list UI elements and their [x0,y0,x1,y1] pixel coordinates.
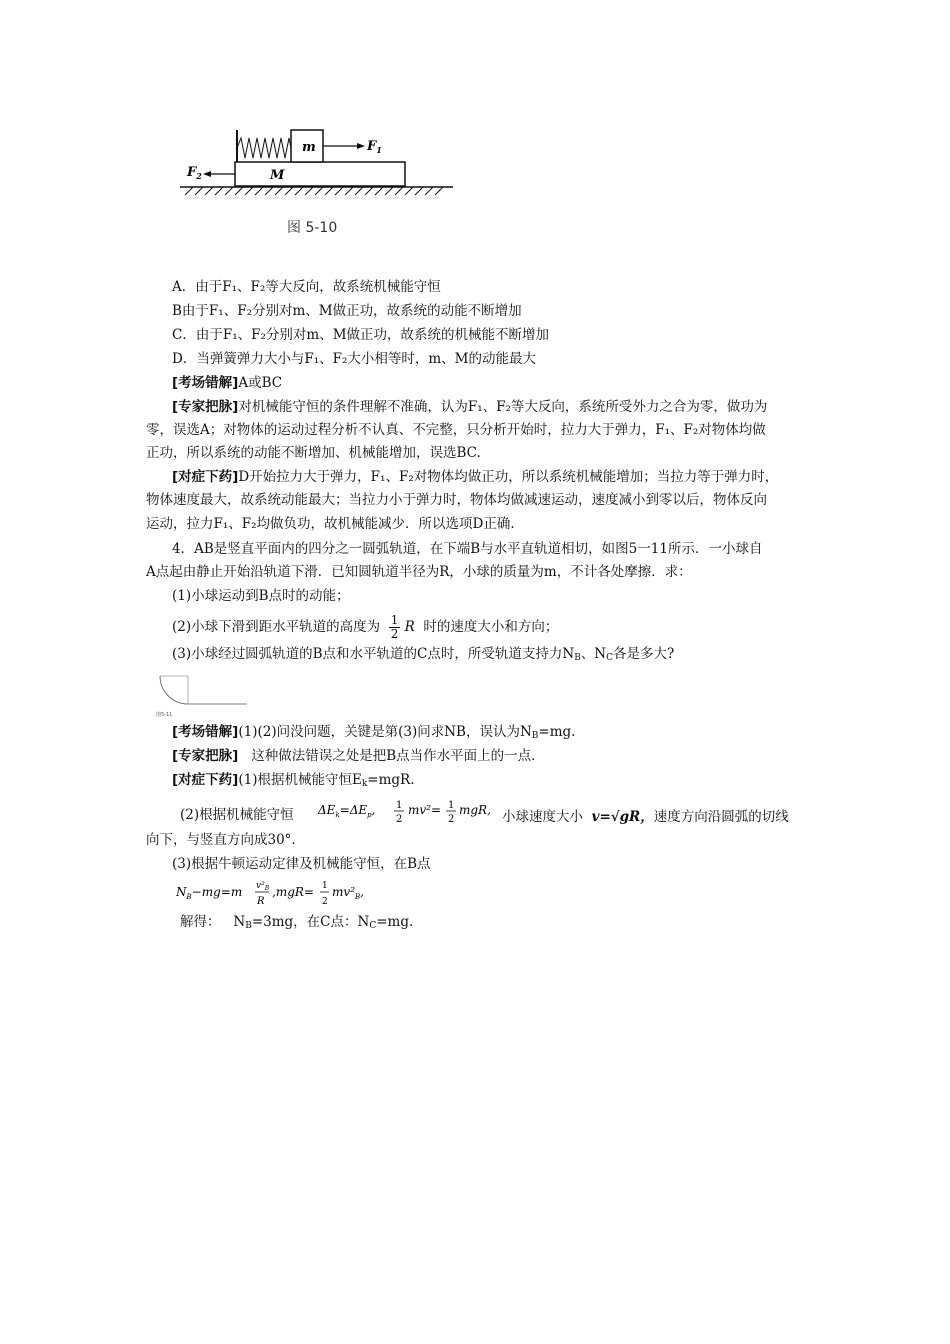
label-M: M [270,168,285,183]
q4-fix-2-line2: 向下，与竖直方向成30°. [146,832,296,848]
q4-stem-1: 4．AB是竖直平面内的四分之一圆弧轨道，在下端B与水平直轨道相切，如图5一11所示．一小球自 [172,541,763,557]
svg-text:mgR,: mgR, [459,803,491,817]
block-M [235,162,405,186]
q4-fix-1: [对症下药](1)根据机械能守恒$E_k=mgR$. [172,772,415,789]
label-F1: $F_1$ [367,139,382,155]
spring [237,138,291,158]
q4-expert: [专家把脉] 这种做法错误之处是把B点当作水平面上的一点. [172,748,536,764]
q3-wrong-answer: [考场错解]A或BC [172,375,283,391]
formula-energy [316,797,496,829]
label-m: m [302,140,316,155]
ground-hatch [185,187,443,195]
svg-text:NB−mg=m: $N_B-mg=m$ [176,885,243,901]
tag-fix: [对症下药] [172,469,239,485]
option-d: D．当弹簧弹力大小与F₁、F₂大小相等时，m、M的动能最大 [172,351,537,367]
svg-text:2: 2 [396,814,403,825]
svg-text:R: R [257,896,265,907]
q3-fix-1: [对症下药]D开始拉力大于弹力，F₁、F₂对物体均做正功，所以系统机械能增加；当拉力等于弹力时， [172,469,779,485]
svg-text:2: 2 [448,814,455,825]
svg-text:1: 1 [448,800,455,811]
option-c: C．由于F₁、F₂分别对m、M做正功，故系统的机械能不断增加 [172,327,550,343]
q4-sub2: (2)小球下滑到距水平轨道的高度为 $\frac{1}{2}$ R 时的速度大小和方向； [172,613,559,641]
q4-fix-3: (3)根据牛顿运动定律及机械能守恒，在B点 [172,856,431,872]
q4-fix-2: (2)根据机械能守恒 [180,807,294,823]
svg-text:mv²B,: $mv^2_B$, [332,885,364,901]
q4-solve: 解得： $N_B=3mg$，在C点：$N_C=mg$. [180,914,414,931]
q4-sub1: (1)小球运动到B点时的动能； [172,588,350,604]
q3-expert-1: [专家把脉]对机械能守恒的条件理解不准确，认为F₁、F₂等大反向，系统所受外力之合为零，做功为 [172,399,768,415]
q4-sub3: (3)小球经过圆弧轨道的B点和水平轨道的C点时，所受轨道支持力$N_B$、$N_C$各是多大? [172,646,675,663]
formula-newton [176,876,376,910]
label-F2: $F_2$ [187,165,202,181]
q3-expert-2: 零，误选A；对物体的运动过程分析不认真、不完整，只分析开始时，拉力大于弹力，F₁、F₂对物体均做 [146,422,766,438]
q3-fix-3: 运动，拉力F₁、F₂均做负功，故机械能减少．所以选项D正确. [146,516,515,532]
q4-stem-2: A点起由静止开始沿轨道下滑．已知圆轨道半径为R，小球的质量为m，不计各处摩擦．求： [146,564,692,580]
q3-expert-3: 正功，所以系统的动能不断增加、机械能增加，误选BC. [146,445,481,461]
svg-text:2: 2 [322,897,328,907]
arc-track [160,676,188,704]
q3-fix-2: 物体速度最大，故系统动能最大；当拉力小于弹力时，物体均做减速运动，速度减小到零以后，物体反向 [146,492,767,508]
svg-text:v²B: $v^2_B$ [256,881,270,892]
figure-caption: 图 5-10 [287,220,338,236]
svg-text:,mgR=: ,mgR= [272,885,314,899]
q4-fix-2-speed: 小球速度大小 v=√gR，速度方向沿圆弧的切线 [502,809,789,825]
fig-5-11-caption: 图5-11 [156,712,173,718]
svg-text:ΔEk=ΔEp,: $\Delta E_k=\Delta E_p$, [318,803,376,819]
option-a: A．由于F₁、F₂等大反向，故系统机械能守恒 [172,279,441,295]
tag-expert: [专家把脉] [172,399,239,415]
option-b: B由于F₁、F₂分别对m、M做正功，故系统的动能不断增加 [172,303,522,319]
svg-text:mv²=: mv²= [408,803,442,817]
svg-text:1: 1 [322,881,328,891]
figure-5-11 [152,670,252,720]
q4-wrong: [考场错解](1)(2)问没问题，关键是第(3)问求NB，误认为$N_B=mg$. [172,724,576,741]
figure-5-10 [175,122,465,247]
svg-text:1: 1 [396,800,403,811]
tag-wrong: [考场错解] [172,375,239,391]
fraction-half: $\frac{1}{2}$ [390,613,399,641]
